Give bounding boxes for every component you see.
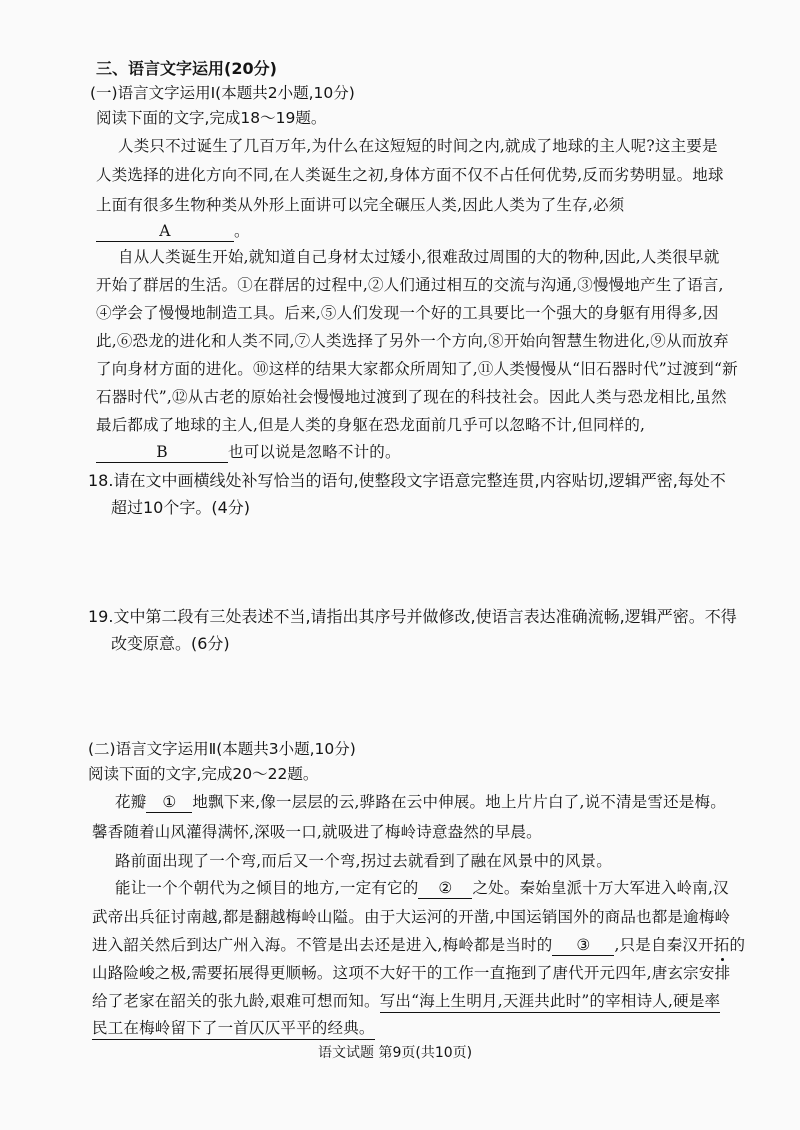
text-line: 给了老家在韶关的张九龄,艰难可想而知。写出“海上生明月,天涯共此时”的宰相诗人,硬是率 [92, 994, 720, 1010]
part2-heading: (二)语言文字运用Ⅱ(本题共3小题,10分) [88, 740, 356, 758]
answer-blank-3[interactable]: ③ [552, 938, 614, 956]
text-line: 自从人类诞生开始,就知道自己身材太过矮小,很难敌过周围的大的物种,因此,人类很早就 [118, 248, 720, 266]
question-text: 改变原意。(6分) [111, 634, 230, 653]
question-text: 19.文中第二段有三处表述不当,请指出其序号并做修改,使语言表达准确流畅,逻辑严密。不得 [88, 607, 737, 626]
answer-blank-2[interactable]: ② [418, 881, 472, 899]
text-line: 最后都成了地球的主人,但是人类的身躯在恐龙面前几乎可以忽略不计,但同样的, [96, 416, 646, 434]
text-line: 石器时代”,⑫从古老的原始社会慢慢地过渡到了现在的科技社会。因此人类与恐龙相比,虽然 [96, 388, 727, 406]
text-line: 馨香随着山风灌得满怀,深吸一口,就吸进了梅岭诗意盎然的早晨。 [92, 823, 542, 841]
text-line: 山路险峻之极,需要拓展得更顺畅。这项不大好干的工作一直拖到了唐代开元四年,唐玄宗安排 [92, 964, 731, 982]
text-line: 上面有很多生物种类从外形上面讲可以完全碾压人类,因此人类为了生存,必须 [96, 196, 625, 214]
section-heading: 三、语言文字运用(20分) [96, 59, 277, 78]
text-line: A 。 [96, 224, 250, 242]
part2-instruction: 阅读下面的文字,完成20～22题。 [88, 765, 319, 783]
answer-blank-b[interactable]: B [96, 445, 228, 463]
text-line: ④学会了慢慢地制造工具。后来,⑤人们发现一个好的工具要比一个强大的身躯有用得多,因 [96, 304, 719, 322]
question-text: 超过10个字。(4分) [111, 498, 251, 517]
question-text: 18.请在文中画横线处补写恰当的语句,使整段文字语意完整连贯,内容贴切,逻辑严密,每处不 [88, 471, 726, 490]
text-line: 了向身材方面的进化。⑩这样的结果大家都众所周知了,⑪人类慢慢从“旧石器时代”过渡到“新 [96, 360, 738, 378]
answer-blank-1[interactable]: ① [146, 795, 192, 813]
text-line: B 也可以说是忽略不计的。 [96, 445, 401, 463]
underlined-sentence: 民工在梅岭留下了一首仄仄平平的经典。 [92, 1019, 375, 1040]
text-line: 人类只不过诞生了几百万年,为什么在这短短的时间之内,就成了地球的主人呢?这主要是 [118, 137, 718, 155]
text-line: 武帝出兵征讨南越,都是翻越梅岭山隘。由于大运河的开凿,中国运销国外的商品也都是逾梅岭 [92, 908, 731, 926]
text-line: 人类选择的进化方向不同,在人类诞生之初,身体方面不仅不占任何优势,反而劣势明显。地球 [96, 166, 724, 184]
part1-heading: (一)语言文字运用Ⅰ(本题共2小题,10分) [90, 84, 355, 102]
text-line [92, 1021, 375, 1037]
text-line: 进入韶关然后到达广州入海。不管是出去还是进入,梅岭都是当时的 ③ ,只是自秦汉开拓的 [92, 936, 746, 954]
answer-blank-a[interactable]: A [96, 224, 234, 242]
text-line: 路前面出现了一个弯,而后又一个弯,拐过去就看到了融在风景中的风景。 [115, 852, 612, 870]
answer-area-19[interactable] [90, 662, 770, 734]
text-line: 开始了群居的生活。①在群居的过程中,②人们通过相互的交流与沟通,③慢慢地产生了语言, [96, 276, 724, 294]
text-line: 花瓣 ① 地飘下来,像一层层的云,骅路在云中伸展。地上片片白了,说不清是雪还是梅。 [115, 793, 726, 811]
emphasis-dot-char: 排 [714, 964, 731, 982]
text-line: 此,⑥恐龙的进化和人类不同,⑦人类选择了另外一个方向,⑧开始向智慧生物进化,⑨从而放弃 [96, 332, 729, 350]
answer-area-18[interactable] [90, 525, 770, 600]
page-footer: 语文试题 第9页(共10页) [318, 1045, 473, 1061]
underlined-sentence: 写出“海上生明月,天涯共此时”的宰相诗人,硬是率 [380, 992, 721, 1013]
part1-instruction: 阅读下面的文字,完成18～19题。 [96, 109, 327, 127]
text-line: 能让一个个朝代为之倾目的地方,一定有它的 ② 之处。秦始皇派十万大军进入岭南,汉 [115, 879, 729, 897]
